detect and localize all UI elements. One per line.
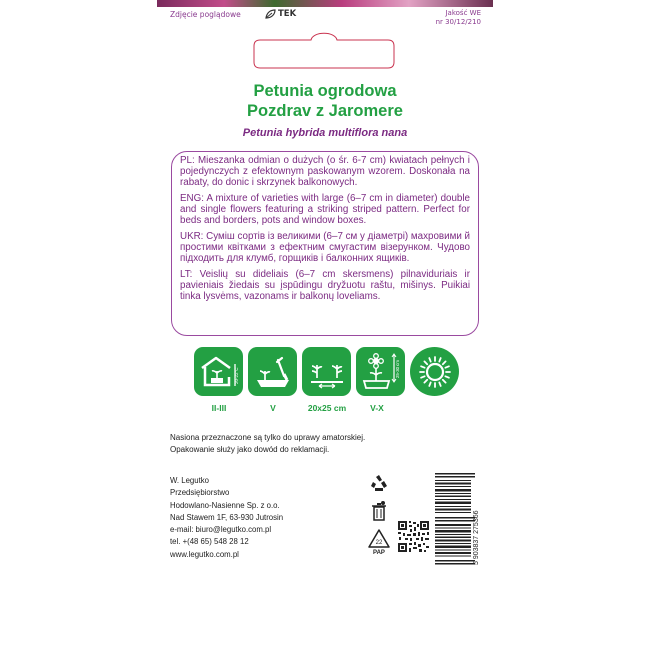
leaf-icon [265, 9, 276, 19]
company-name: W. Legutko [170, 476, 210, 485]
spacing-icon [302, 347, 351, 396]
description-ukr: UKR: Суміш сортів із великими (6–7 см у діаметрі) махровими й простими квітками з ефектним смугастим візерунком. Чудово підходить для клумб, горщиків і балконних ящиків. [180, 231, 470, 264]
latin-name: Petunia hybrida multiflora nana [242, 127, 408, 139]
tek-certification [265, 9, 296, 19]
notice-text [170, 432, 365, 455]
company-email: e-mail: biuro@legutko.com.pl [170, 525, 272, 535]
waste-bin-icon [369, 500, 389, 524]
recycle-icon [369, 474, 389, 494]
planting-time-label: V [270, 403, 276, 413]
planting-out-icon [248, 347, 297, 396]
full-sun-icon [410, 347, 459, 396]
cultivation-icons [194, 347, 459, 397]
quality-line-2: nr 30/12/210 [435, 18, 481, 26]
spacing-label: 20x25 cm [307, 403, 347, 413]
barcode [435, 473, 475, 565]
pap-label: PAP [373, 550, 385, 556]
description-pl: PL: Mieszanka odmian o dużych (o śr. 6-7 cm) kwiatach pełnych i pojedynczych z efektownym paskowanym wzorem. Doskonała na rabaty, do donic i skrzynek balkonowych. [180, 155, 470, 188]
company-type: Przedsiębiorstwo [170, 488, 230, 498]
description-box [171, 151, 479, 336]
description-lt: LT: Veislių su dideliais (6–7 cm skersmens) pilnaviduriais ir pavieniais žiedais su įspūdingu dryžuotu raštu, mišinys. Puikiai tinka lysvėms, vazonams ir balkonų loveliams. [180, 269, 470, 302]
product-photo-strip [157, 0, 493, 7]
notice-line-2: Opakowanie służy jako dowód do reklamacji. [170, 444, 330, 454]
sowing-under-cover-icon [194, 347, 243, 396]
notice-line-1: Nasiona przeznaczone są tylko do uprawy amatorskiej. [170, 433, 366, 442]
description-eng: ENG: A mixture of varieties with large (6–7 cm in diameter) double and single flowers featuring a striking striped pattern. Perfect for beds and borders, pots and window boxes. [180, 193, 470, 226]
hanger-hole-outline [251, 32, 397, 70]
pap-code: 22 [375, 540, 383, 546]
tek-label: TEK [278, 9, 297, 19]
quality-line-1: Jakość WE [445, 9, 481, 17]
product-name-line-2: Pozdrav z Jaromere [247, 102, 403, 120]
company-address: Nad Stawem 1F, 63-930 Jutrosin [170, 512, 284, 522]
flowering-icon [356, 347, 405, 396]
photo-note: Zdjęcie poglądowe [170, 10, 241, 19]
company-legal-name: Hodowlano-Nasienne Sp. z o.o. [170, 500, 280, 510]
barcode-number-text: 5 903837 275366 [473, 510, 480, 565]
flower-height-label: 25-30 cm [394, 359, 400, 378]
sowing-time-label: II-III [211, 403, 227, 413]
company-info [170, 475, 283, 561]
product-name-line-1: Petunia ogrodowa [253, 82, 397, 100]
company-phone: tel. +(48 65) 548 28 12 [170, 537, 249, 547]
sowing-temp-label: 20-22°C [233, 366, 239, 384]
quality-mark [436, 9, 481, 27]
company-website: www.legutko.com.pl [170, 549, 239, 559]
seed-packet-back [157, 0, 493, 650]
qr-code [397, 520, 430, 553]
barcode-number [475, 473, 485, 565]
pap-recycling-icon [367, 528, 391, 556]
flowering-time-label: V-X [370, 403, 384, 413]
